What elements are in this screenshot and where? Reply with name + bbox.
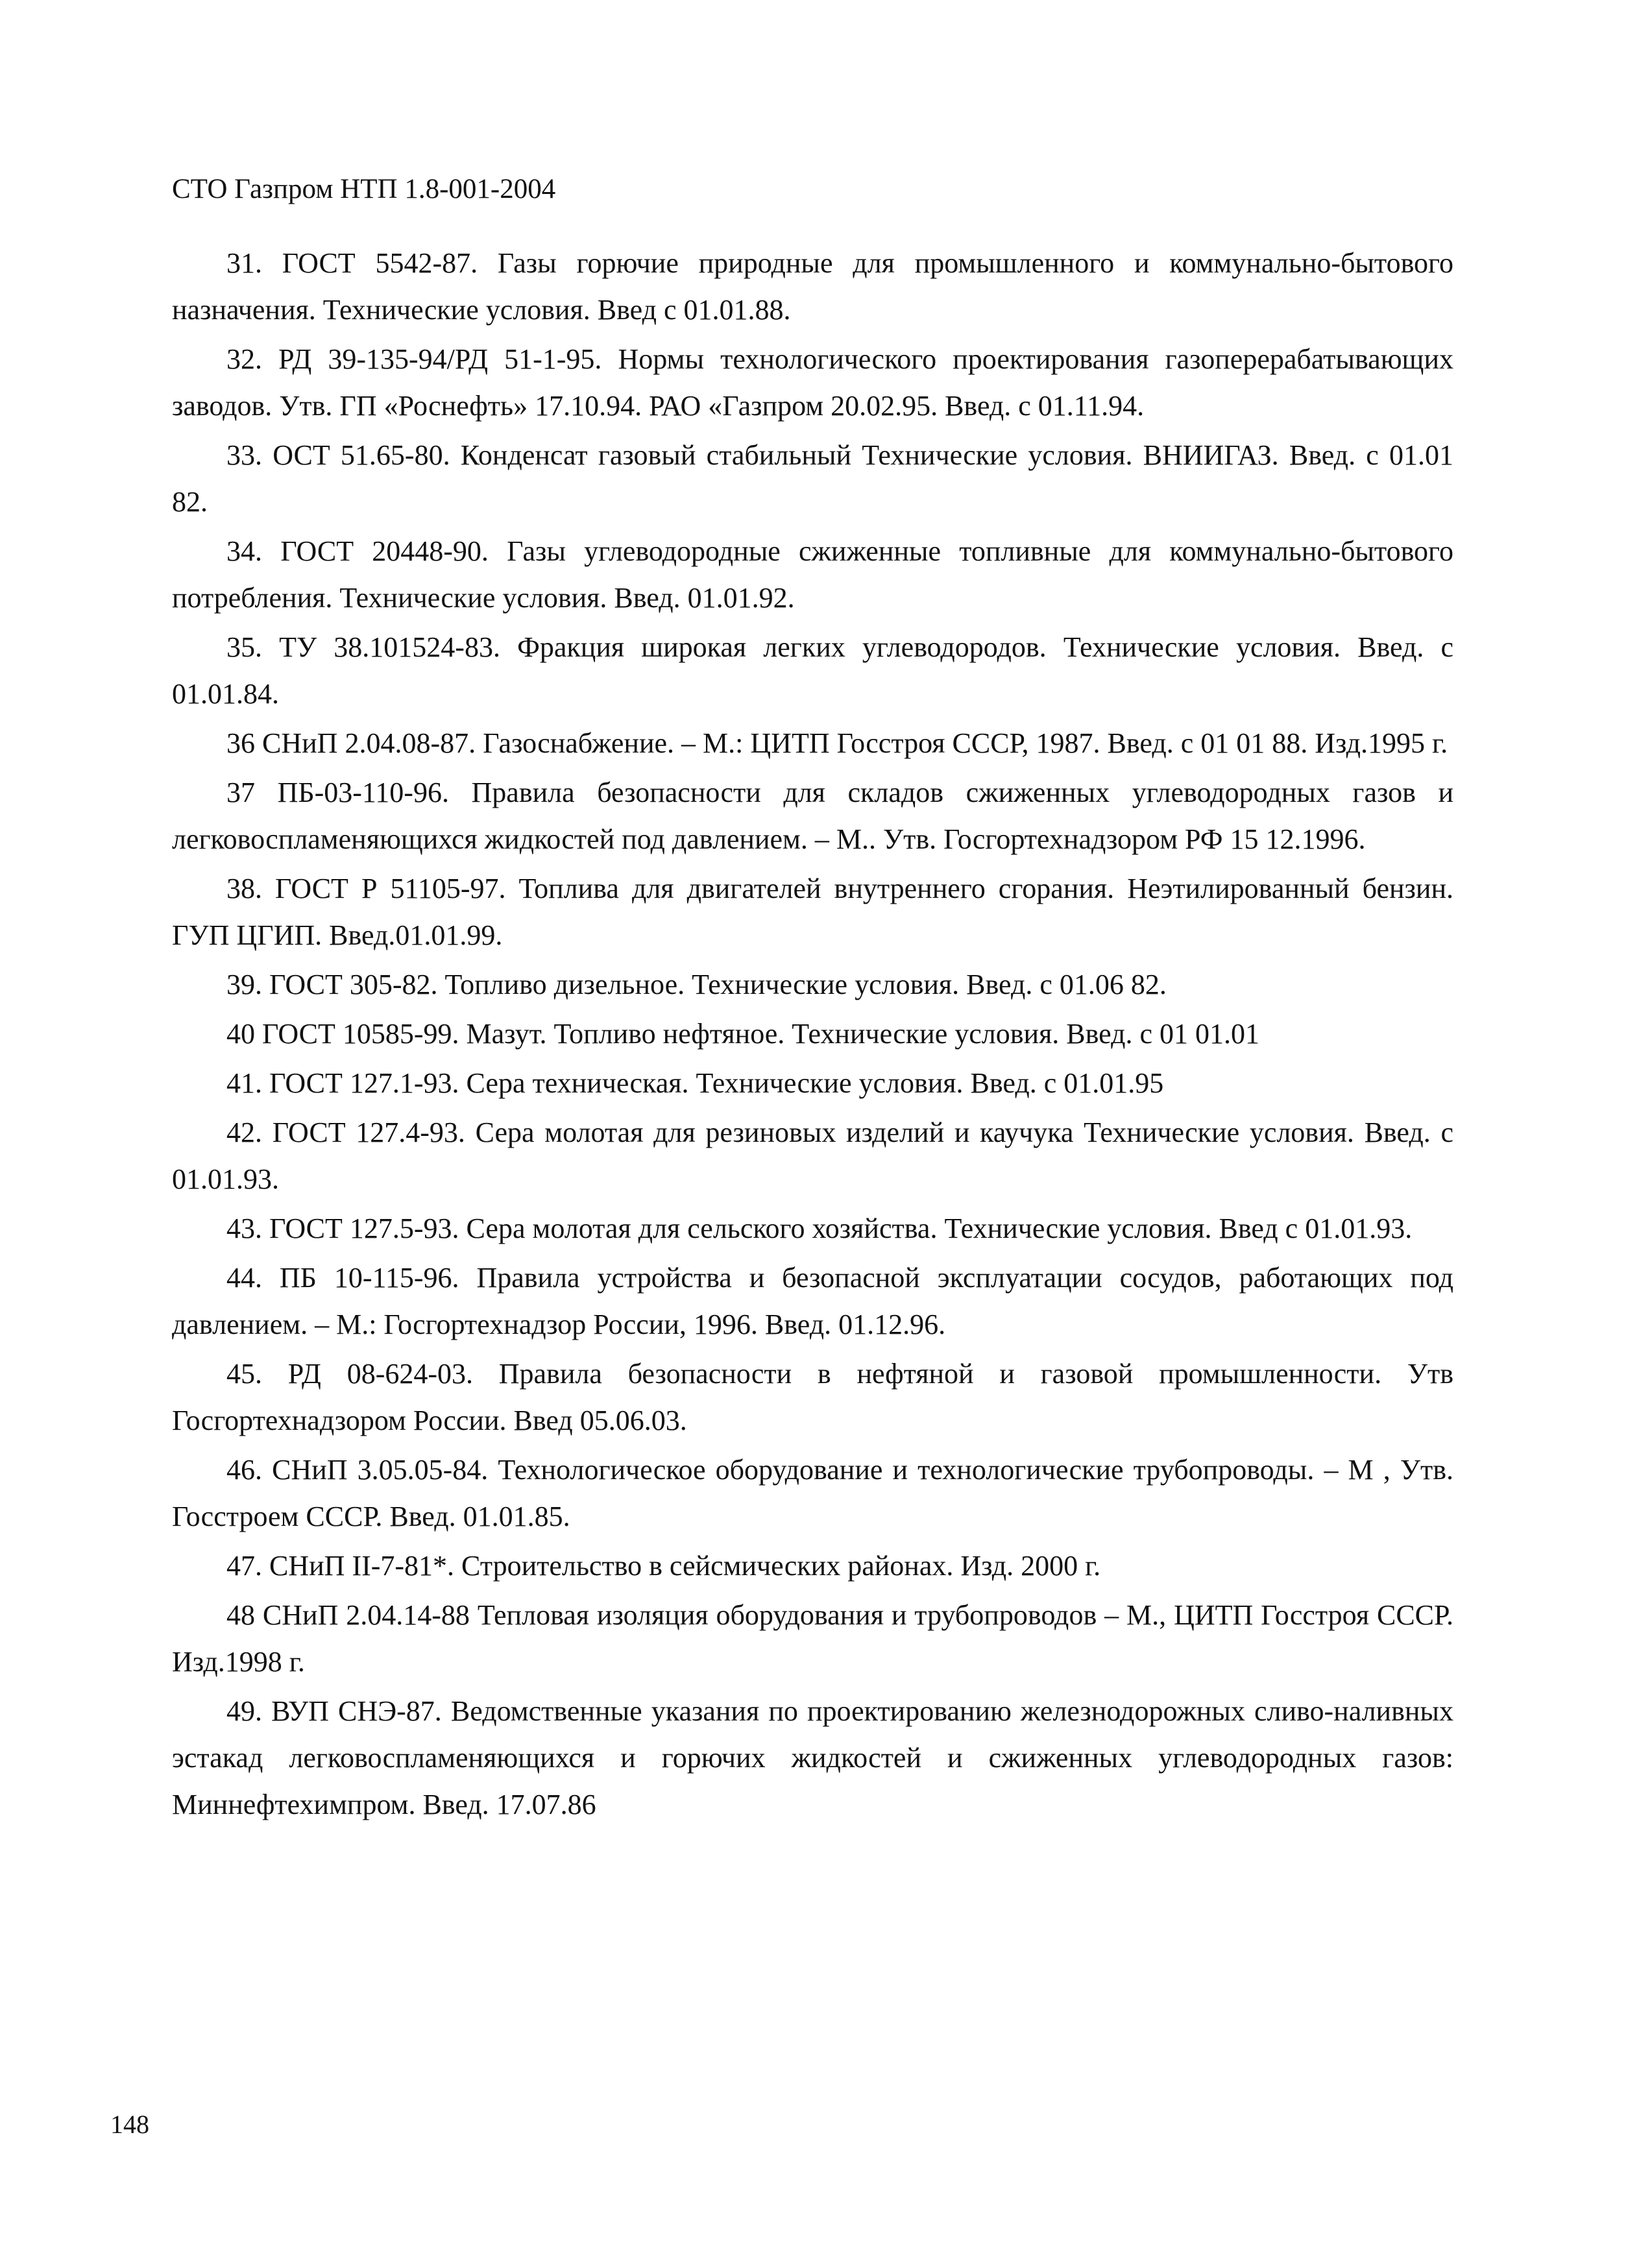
reference-item-41: 41. ГОСТ 127.1-93. Сера техническая. Технические условия. Введ. с 01.01.95 <box>226 1067 1164 1099</box>
reference-item-31: 31. ГОСТ 5542-87. Газы горючие природные для промышленного и коммунально-бытового назначения. Технические условия. Введ с 01.01.88. <box>172 247 1453 326</box>
reference-item-46: 46. СНиП 3.05.05-84. Технологическое оборудование и технологические трубопроводы. – М , Утв. Госстроем СССР. Введ. 01.01.85. <box>172 1454 1453 1532</box>
reference-item-32: 32. РД 39-135-94/РД 51-1-95. Нормы технологического проектирования газоперерабатывающих заводов. Утв. ГП «Роснефть» 17.10.94. РАО «Газпром 20.02.95. Введ. с 01.11.94. <box>172 343 1453 422</box>
reference-item-33: 33. ОСТ 51.65-80. Конденсат газовый стабильный Технические условия. ВНИИГАЗ. Введ. с 01.01 82. <box>172 439 1453 518</box>
reference-item-38: 38. ГОСТ Р 51105-97. Топлива для двигателей внутреннего сгорания. Неэтилированный бензин. ГУП ЦГИП. Введ.01.01.99. <box>172 873 1453 951</box>
document-header: СТО Газпром НТП 1.8-001-2004 <box>172 174 556 204</box>
reference-item-37: 37 ПБ-03-110-96. Правила безопасности для складов сжиженных углеводородных газов и легковоспламеняющихся жидкостей под давлением. – М.. Утв. Госгортехнадзором РФ 15 12.1996. <box>172 777 1453 855</box>
reference-list <box>172 240 1453 1831</box>
reference-item-42: 42. ГОСТ 127.4-93. Сера молотая для резиновых изделий и каучука Технические условия. Введ. с 01.01.93. <box>172 1116 1453 1195</box>
reference-item-43: 43. ГОСТ 127.5-93. Сера молотая для сельского хозяйства. Технические условия. Введ с 01.01.93. <box>226 1212 1413 1244</box>
reference-item-45: 45. РД 08-624-03. Правила безопасности в нефтяной и газовой промышленности. Утв Госгортехнадзором России. Введ 05.06.03. <box>172 1358 1453 1436</box>
reference-item-34: 34. ГОСТ 20448-90. Газы углеводородные сжиженные топливные для коммунально-бытового потребления. Технические условия. Введ. 01.01.92. <box>172 535 1453 614</box>
reference-item-40: 40 ГОСТ 10585-99. Мазут. Топливо нефтяное. Технические условия. Введ. с 01 01.01 <box>226 1018 1260 1050</box>
reference-item-49: 49. ВУП СНЭ-87. Ведомственные указания по проектированию железнодорожных сливо-наливных эстакад легковоспламеняющихся и горючих жидкостей и сжиженных углеводородных газов: Миннефтехимпром. Введ. 17.07.86 <box>172 1695 1453 1820</box>
page-number: 148 <box>110 2110 149 2139</box>
reference-item-39: 39. ГОСТ 305-82. Топливо дизельное. Технические условия. Введ. с 01.06 82. <box>226 969 1167 1000</box>
reference-item-47: 47. СНиП II-7-81*. Строительство в сейсмических районах. Изд. 2000 г. <box>226 1550 1101 1582</box>
reference-item-48: 48 СНиП 2.04.14-88 Тепловая изоляция оборудования и трубопроводов – М., ЦИТП Госстроя СССР. Изд.1998 г. <box>172 1599 1453 1678</box>
reference-item-35: 35. ТУ 38.101524-83. Фракция широкая легких углеводородов. Технические условия. Введ. с 01.01.84. <box>172 631 1453 710</box>
reference-item-44: 44. ПБ 10-115-96. Правила устройства и безопасной эксплуатации сосудов, работающих под давлением. – М.: Госгортехнадзор России, 1996. Введ. 01.12.96. <box>172 1262 1453 1340</box>
reference-item-36: 36 СНиП 2.04.08-87. Газоснабжение. – М.: ЦИТП Госстроя СССР, 1987. Введ. с 01 01 88. Изд.1995 г. <box>226 727 1448 759</box>
